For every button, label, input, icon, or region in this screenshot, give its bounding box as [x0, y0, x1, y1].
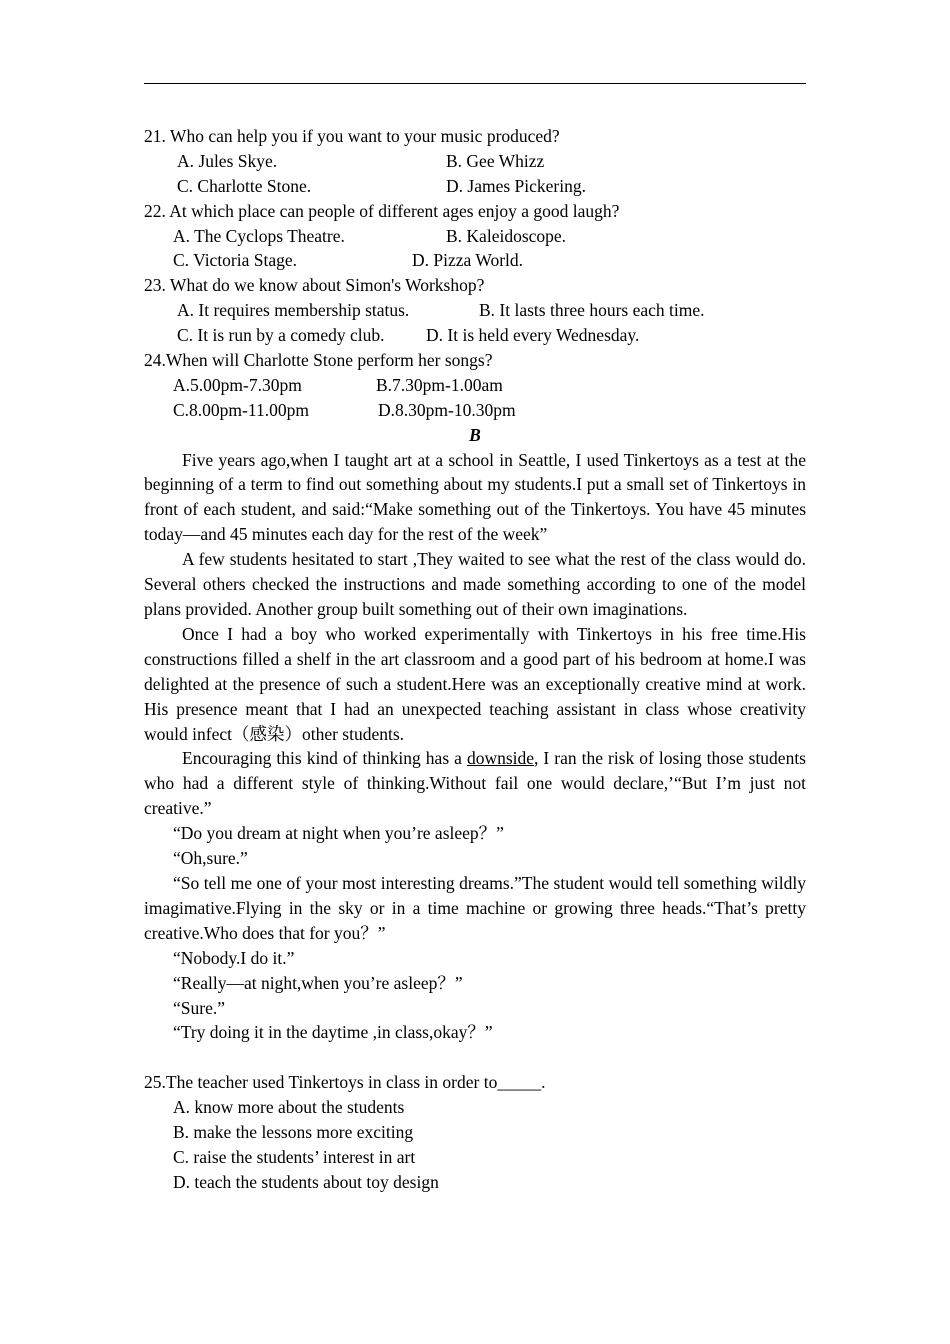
question-25-option-b[interactable]: B. make the lessons more exciting: [173, 1122, 414, 1142]
dialog-line-7: “Try doing it in the daytime ,in class,okay？”: [173, 1022, 493, 1043]
question-24-stem: 24.When will Charlotte Stone perform her songs?: [144, 350, 493, 371]
paragraph-4-text-after: , I ran the risk of losing those students who had a different style of thinking.Without fail one would declare,’“But I’m just not creative.”: [144, 748, 806, 819]
underlined-word-downside: downside: [466, 748, 535, 769]
question-24-options-row-2: [144, 398, 806, 423]
question-25-option-c[interactable]: C. raise the students’ interest in art: [173, 1146, 416, 1167]
dialog-line-1: “Do you dream at night when you’re asleep？”: [173, 823, 504, 844]
passage-paragraph-1: Five years ago,when I taught art at a school in Seattle, I used Tinkertoys as a test at the beginning of a term to find out something about my students.I put a small set of Tinkertoys in front of each student, and said:“Make something out of the Tinkertoys. You have 45 minutes today—and 45 minutes each day for the rest of the week”: [144, 449, 806, 545]
question-24-option-d[interactable]: D.8.30pm-10.30pm: [378, 399, 516, 420]
question-21-option-b[interactable]: B. Gee Whizz: [446, 150, 545, 171]
passage-paragraph-4: [144, 746, 806, 821]
question-22-stem: 22. At which place can people of different ages enjoy a good laugh?: [144, 200, 620, 221]
dialog-line-3: “So tell me one of your most interesting dreams.”The student would tell something wildly imagimative.Flying in the sky or in a time machine or growing three heads.“That’s pretty creative.Who does that for you？”: [144, 872, 806, 943]
question-22-option-b[interactable]: B. Kaleidoscope.: [446, 225, 567, 246]
question-23-options-row-2: [144, 323, 806, 348]
question-24-option-c[interactable]: C.8.00pm-11.00pm: [173, 399, 309, 420]
passage-paragraph-3: Once I had a boy who worked experimentally with Tinkertoys in his free time.His constructions filled a shelf in the art classroom and a good part of his bedroom at home.I was delighted at the presence of such a student.Here was an exceptionally creative mind at work. His presence meant that I had an unexpected teaching assistant in class whose creativity would infect（感染）other students.: [144, 623, 806, 744]
question-23-option-d[interactable]: D. It is held every Wednesday.: [426, 325, 640, 346]
question-23-options-row-1: [144, 298, 806, 323]
question-23-option-b[interactable]: B. It lasts three hours each time.: [479, 300, 705, 321]
dialog-line-4: “Nobody.I do it.”: [173, 947, 295, 968]
paragraph-4-text-before: Encouraging this kind of thinking has a: [182, 748, 467, 769]
question-21-option-d[interactable]: D. James Pickering.: [446, 175, 586, 196]
question-22-options-row-2: [144, 248, 806, 273]
question-25-option-d[interactable]: D. teach the students about toy design: [173, 1171, 439, 1192]
section-b-title: B: [469, 424, 481, 445]
question-25-stem-text: 25.The teacher used Tinkertoys in class in order to: [144, 1072, 498, 1093]
question-22-option-a[interactable]: A. The Cyclops Theatre.: [173, 225, 345, 246]
answer-blank: _____: [497, 1072, 542, 1093]
question-23-option-c[interactable]: C. It is run by a comedy club.: [177, 325, 385, 346]
question-24-option-b[interactable]: B.7.30pm-1.00am: [376, 374, 503, 395]
dialog-line-5: “Really—at night,when you’re asleep？”: [173, 972, 463, 993]
question-24-options-row-1: [144, 373, 806, 398]
question-21-options-row-2: [144, 174, 806, 199]
dialog-line-2: “Oh,sure.”: [173, 848, 248, 869]
question-25-stem-end: .: [541, 1072, 546, 1093]
question-24-option-a[interactable]: A.5.00pm-7.30pm: [173, 374, 302, 395]
question-21-option-a[interactable]: A. Jules Skye.: [177, 150, 278, 171]
dialog-line-6: “Sure.”: [173, 997, 225, 1018]
passage-paragraph-2: A few students hesitated to start ,They waited to see what the rest of the class would do. Several others checked the instructions and made something according to one of the model plans provided. Another group built something out of their own imaginations.: [144, 549, 806, 620]
spacer: [144, 1045, 806, 1070]
question-22-option-c[interactable]: C. Victoria Stage.: [173, 250, 298, 271]
question-25-option-a[interactable]: A. know more about the students: [173, 1097, 405, 1118]
exam-page: [144, 124, 806, 1195]
question-21-stem: 21. Who can help you if you want to your music produced?: [144, 126, 560, 146]
question-21-option-c[interactable]: C. Charlotte Stone.: [177, 175, 312, 196]
question-23-stem: 23. What do we know about Simon's Workshop?: [144, 275, 485, 296]
question-22-option-d[interactable]: D. Pizza World.: [412, 250, 524, 271]
question-22-options-row-1: [144, 224, 806, 249]
question-25-stem: [144, 1070, 806, 1095]
header-rule: [144, 83, 806, 84]
question-21-options-row-1: [144, 149, 806, 174]
question-23-option-a[interactable]: A. It requires membership status.: [177, 300, 410, 321]
